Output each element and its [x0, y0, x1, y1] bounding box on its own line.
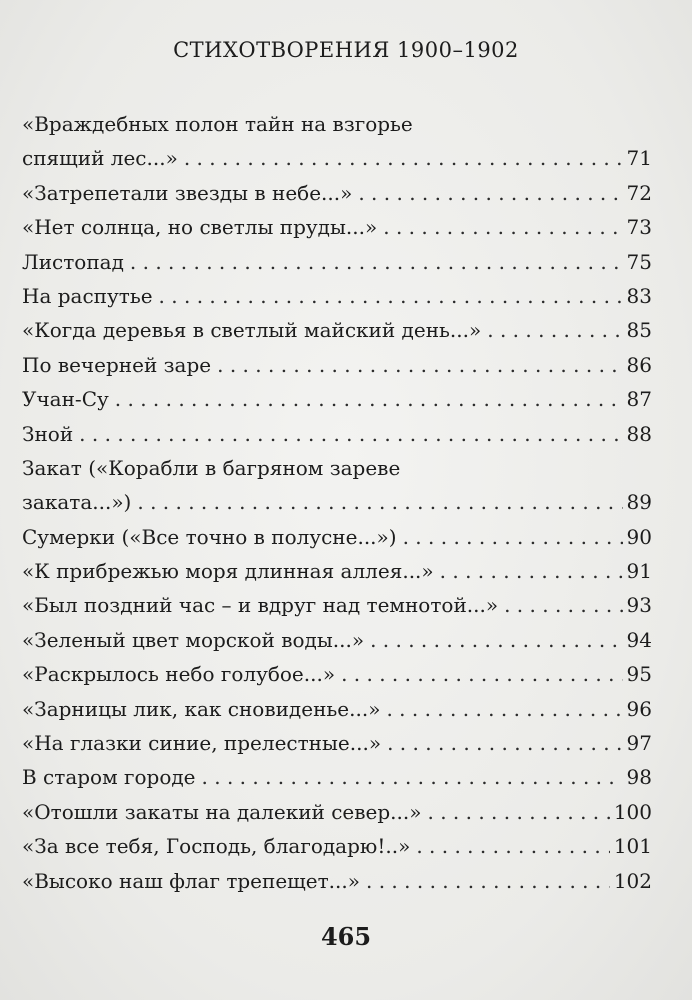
toc-entry-page: 88 [626, 421, 652, 446]
dot-leader [79, 417, 622, 451]
dot-leader [504, 588, 622, 622]
toc-entry-line [22, 107, 652, 141]
toc-entry-page: 72 [626, 180, 652, 205]
toc-entry-line [22, 726, 652, 760]
toc-entry [22, 176, 652, 210]
toc-entry-title: Листопад [22, 249, 124, 274]
toc-entry-title: «Враждебных полон тайн на взгорье [22, 112, 413, 136]
toc-entry-title: «Высоко наш флаг трепещет...» [22, 868, 360, 893]
toc-entry [22, 623, 652, 657]
toc-entry-title: «Затрепетали звезды в небе...» [22, 180, 353, 205]
toc-entry-title: Учан-Су [22, 387, 109, 412]
toc-entry-page: 83 [626, 283, 652, 308]
toc-entry-line [22, 554, 652, 588]
toc-entry [22, 795, 652, 829]
toc-entry-page: 87 [626, 387, 652, 412]
toc-entry-line [22, 692, 652, 726]
toc-entry-title: На распутье [22, 283, 153, 308]
toc-entry-page: 75 [626, 249, 652, 274]
toc-entry-title: «Отошли закаты на далекий север...» [22, 799, 422, 824]
toc-entry-line [22, 451, 652, 485]
toc-entry-page: 95 [626, 662, 652, 687]
toc-entry-title: «Нет солнца, но светлы пруды...» [22, 215, 378, 240]
toc-entry [22, 107, 652, 176]
toc-entry [22, 210, 652, 244]
toc-entry-line [22, 520, 652, 554]
toc-entry-page: 98 [626, 765, 652, 790]
toc-entry [22, 864, 652, 898]
toc-entry-title: «Когда деревья в светлый майский день...» [22, 318, 482, 343]
toc-entry-line [22, 417, 652, 451]
toc-entry-title: «Был поздний час – и вдруг над темнотой...» [22, 593, 499, 618]
toc-entry-page: 101 [613, 834, 652, 859]
dot-leader [386, 692, 622, 726]
dot-leader [217, 348, 622, 382]
toc-entry [22, 313, 652, 347]
toc-entry-title: «Зарницы лик, как сновиденье...» [22, 696, 381, 721]
toc-entry [22, 348, 652, 382]
toc-entry-title: «Раскрылось небо голубое...» [22, 662, 336, 687]
toc-entry-page: 89 [626, 490, 652, 515]
toc-entry-line [22, 245, 652, 279]
toc-entry-page: 94 [626, 627, 652, 652]
toc-entry-line [22, 313, 652, 347]
toc-entry-line [22, 760, 652, 794]
dot-leader [159, 279, 623, 313]
toc-entry-title: «На глазки синие, прелестные...» [22, 731, 382, 756]
toc-entry-line [22, 829, 652, 863]
toc-entry-line [22, 279, 652, 313]
toc-entry-page: 91 [626, 559, 652, 584]
dot-leader [137, 485, 622, 519]
toc-entry [22, 554, 652, 588]
toc-entry-title: «За все тебя, Господь, благодарю!..» [22, 834, 411, 859]
toc-entry-line [22, 485, 652, 519]
toc-entry [22, 588, 652, 622]
dot-leader [383, 210, 622, 244]
toc-entry-page: 71 [626, 146, 652, 171]
dot-leader [416, 829, 610, 863]
toc-entry-title: В старом городе [22, 765, 196, 790]
dot-leader [366, 864, 610, 898]
toc-entry-page: 73 [626, 215, 652, 240]
dot-leader [130, 245, 623, 279]
toc-entry-line [22, 141, 652, 175]
dot-leader [341, 657, 622, 691]
toc-entry-page: 96 [626, 696, 652, 721]
toc-entry-line [22, 795, 652, 829]
toc-entry [22, 726, 652, 760]
toc-entry-page: 102 [613, 868, 652, 893]
toc-entry-page: 85 [626, 318, 652, 343]
dot-leader [403, 520, 623, 554]
dot-leader [358, 176, 622, 210]
dot-leader [184, 141, 623, 175]
toc-entry-page: 93 [626, 593, 652, 618]
toc-entry [22, 520, 652, 554]
dot-leader [387, 726, 622, 760]
toc-entry [22, 829, 652, 863]
toc-entry-page: 100 [613, 799, 652, 824]
toc-entry-line [22, 588, 652, 622]
section-title: СТИХОТВОРЕНИЯ 1900–1902 [173, 38, 519, 62]
dot-leader [115, 382, 623, 416]
toc-entry-line [22, 657, 652, 691]
toc-entry [22, 451, 652, 520]
toc-entry-title: «Зеленый цвет морской воды...» [22, 627, 365, 652]
toc-entry-title: спящий лес...» [22, 146, 178, 171]
toc-entry [22, 417, 652, 451]
toc-entry-page: 97 [626, 731, 652, 756]
toc-entry-title: Сумерки («Все точно в полусне...») [22, 524, 397, 549]
dot-leader [427, 795, 609, 829]
dot-leader [370, 623, 622, 657]
dot-leader [487, 313, 622, 347]
toc-entry [22, 692, 652, 726]
dot-leader [440, 554, 623, 588]
dot-leader [202, 760, 623, 794]
toc-entry-title: Зной [22, 421, 74, 446]
toc-entry-page: 86 [626, 352, 652, 377]
toc-entry-line [22, 623, 652, 657]
toc-entry-line [22, 864, 652, 898]
page-number: 465 [320, 922, 372, 951]
toc-entry-line [22, 382, 652, 416]
toc-entry-title: заката...») [22, 490, 132, 515]
toc-entry-title: По вечерней заре [22, 352, 212, 377]
toc-entry [22, 245, 652, 279]
toc-entry [22, 279, 652, 313]
table-of-contents [22, 107, 652, 898]
toc-entry-line [22, 348, 652, 382]
toc-entry-title: Закат («Корабли в багряном зареве [22, 455, 401, 480]
toc-entry [22, 657, 652, 691]
toc-entry [22, 382, 652, 416]
toc-entry [22, 760, 652, 794]
toc-entry-title: «К прибрежью моря длинная аллея...» [22, 559, 434, 584]
toc-entry-line [22, 210, 652, 244]
toc-entry-line [22, 176, 652, 210]
toc-entry-page: 90 [626, 524, 652, 549]
